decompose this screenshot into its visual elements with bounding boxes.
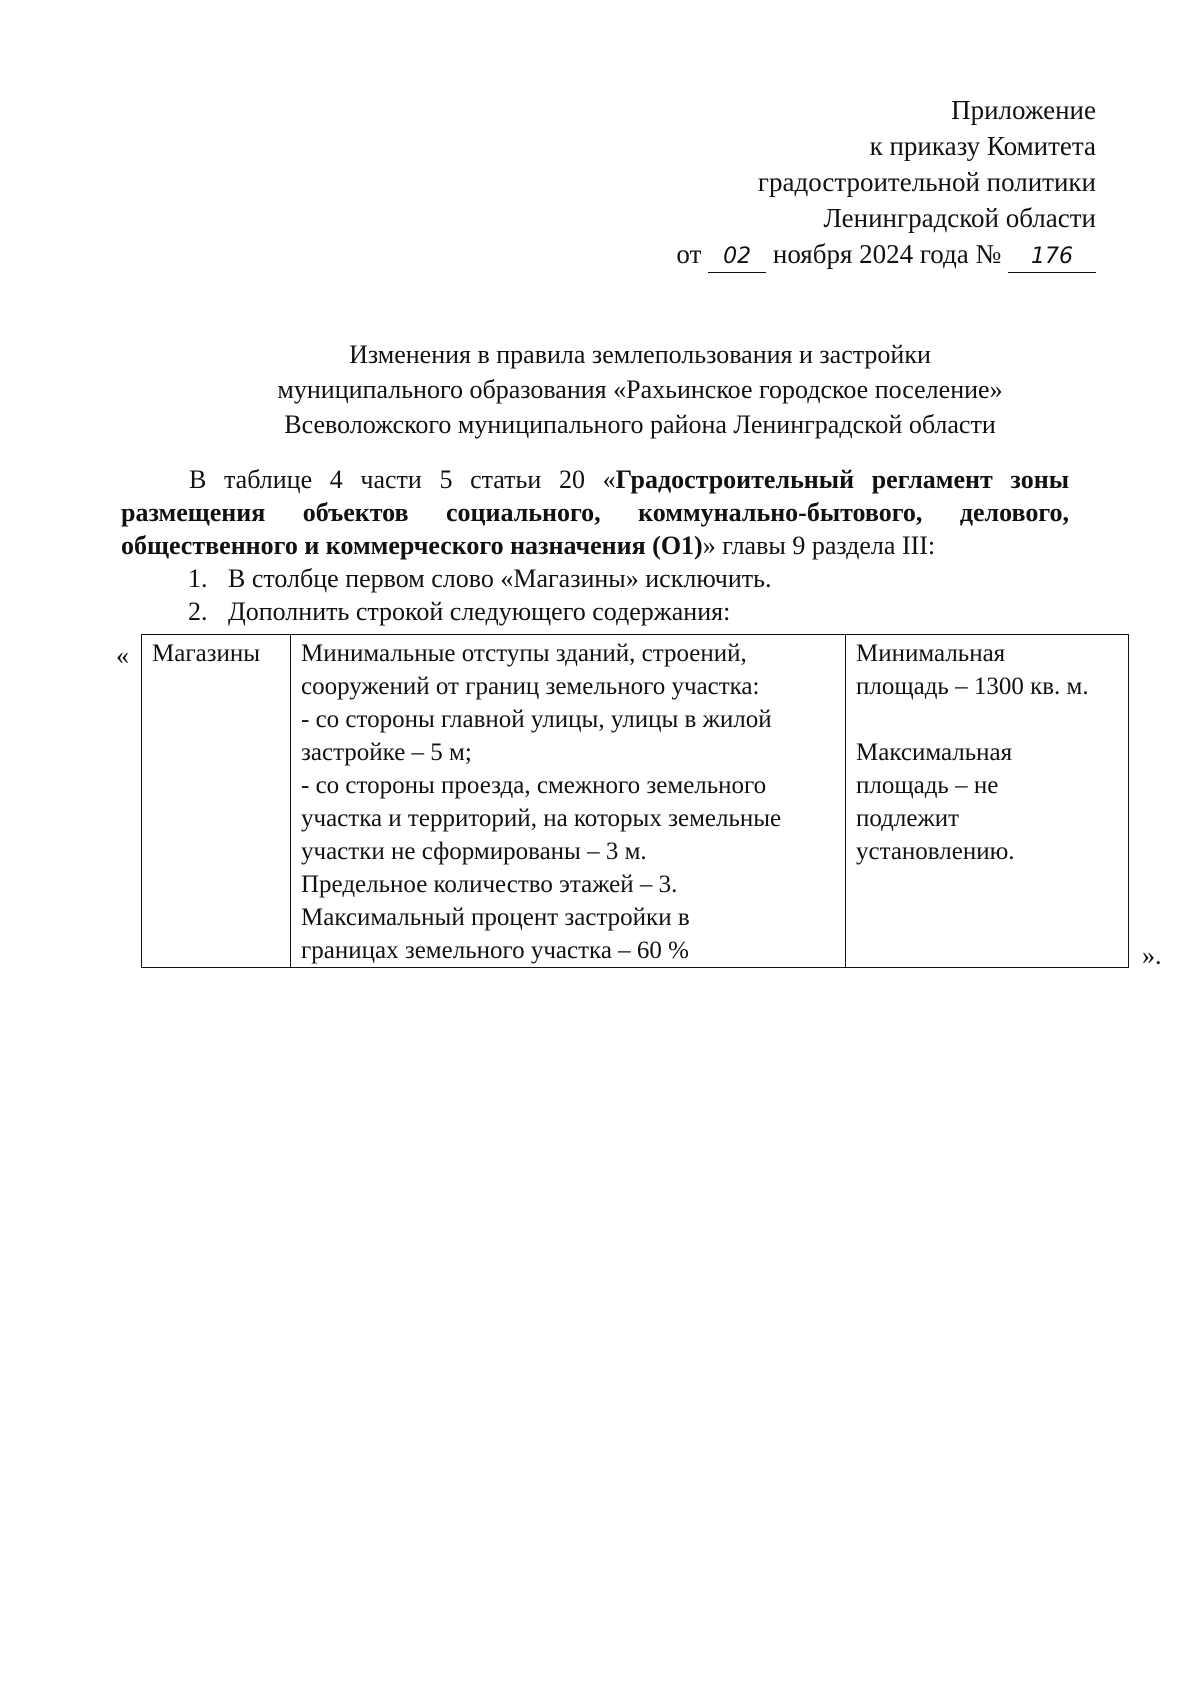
- paragraph-tail: » главы 9 раздела III:: [702, 531, 936, 560]
- table-cell-plot-area: [846, 635, 1129, 968]
- param-line: участка и территорий, на которых земельные: [301, 805, 782, 832]
- list-item-number: 1.: [188, 564, 208, 593]
- paragraph-bold-1: Градостроительный регламент зоны: [615, 465, 1069, 494]
- area-spacer: [856, 703, 1118, 736]
- area-line: площадь – 1300 кв. м.: [856, 673, 1089, 700]
- appendix-header: [676, 92, 1096, 273]
- handwritten-day: 02: [708, 242, 766, 273]
- area-line: площадь – не: [856, 772, 999, 799]
- param-line: - со стороны главной улицы, улицы в жилой: [301, 706, 772, 733]
- paragraph-line-2: [121, 496, 1069, 529]
- param-line: - со стороны проезда, смежного земельного: [301, 772, 767, 799]
- title-line-2: муниципального образования «Рахьинское городское поселение»: [277, 375, 1003, 404]
- param-line: границах земельного участка – 60 %: [301, 937, 689, 964]
- closing-quote: ».: [1142, 941, 1162, 970]
- paragraph-line-1: [121, 463, 1069, 496]
- header-line-2: к приказу Комитета: [869, 131, 1096, 161]
- param-line: участки не сформированы – 3 м.: [301, 838, 647, 865]
- date-middle: ноября 2024 года №: [772, 239, 1002, 269]
- title-line-3: Всеволожского муниципального района Ленинградской области: [284, 410, 996, 439]
- param-line: застройке – 5 м;: [301, 739, 472, 766]
- list-item: [188, 562, 1088, 595]
- paragraph-bold-2: размещения объектов социального, коммунально-бытового, делового,: [121, 498, 1069, 527]
- header-line-1: Приложение: [951, 95, 1096, 125]
- header-date-line: [676, 236, 1096, 273]
- table-cell-use-type: Магазины: [142, 635, 291, 968]
- header-line-3: градостроительной политики: [757, 167, 1096, 197]
- handwritten-order-number: 176: [1008, 242, 1096, 273]
- document-title: [190, 337, 1090, 442]
- opening-quote: «: [116, 641, 129, 670]
- area-line: установлению.: [856, 838, 1015, 865]
- list-item-number: 2.: [188, 597, 208, 626]
- area-line: подлежит: [856, 805, 960, 832]
- list-item-text: Дополнить строкой следующего содержания:: [228, 597, 731, 626]
- paragraph-line-3: [121, 529, 1069, 562]
- amendment-list: [188, 562, 1088, 628]
- header-line-4: Ленинградской области: [823, 203, 1096, 233]
- area-line: Минимальная: [856, 640, 1006, 667]
- list-item: [188, 595, 1088, 628]
- paragraph-bold-3: общественного и коммерческого назначения (О1): [121, 531, 703, 560]
- paragraph-lead: В таблице 4 части 5 статьи 20 «: [189, 465, 616, 494]
- date-prefix: от: [676, 239, 702, 269]
- table-row: [142, 635, 1129, 968]
- area-line: Максимальная: [856, 739, 1013, 766]
- amendment-paragraph: [121, 463, 1069, 562]
- param-line: Предельное количество этажей – 3.: [301, 871, 678, 898]
- title-line-1: Изменения в правила землепользования и застройки: [349, 340, 931, 369]
- table-cell-parameters: [291, 635, 846, 968]
- param-line: Максимальный процент застройки в: [301, 904, 690, 931]
- list-item-text: В столбце первом слово «Магазины» исключить.: [228, 564, 772, 593]
- regulation-table: [141, 634, 1129, 968]
- param-line: сооружений от границ земельного участка:: [301, 673, 760, 700]
- param-line: Минимальные отступы зданий, строений,: [301, 640, 747, 667]
